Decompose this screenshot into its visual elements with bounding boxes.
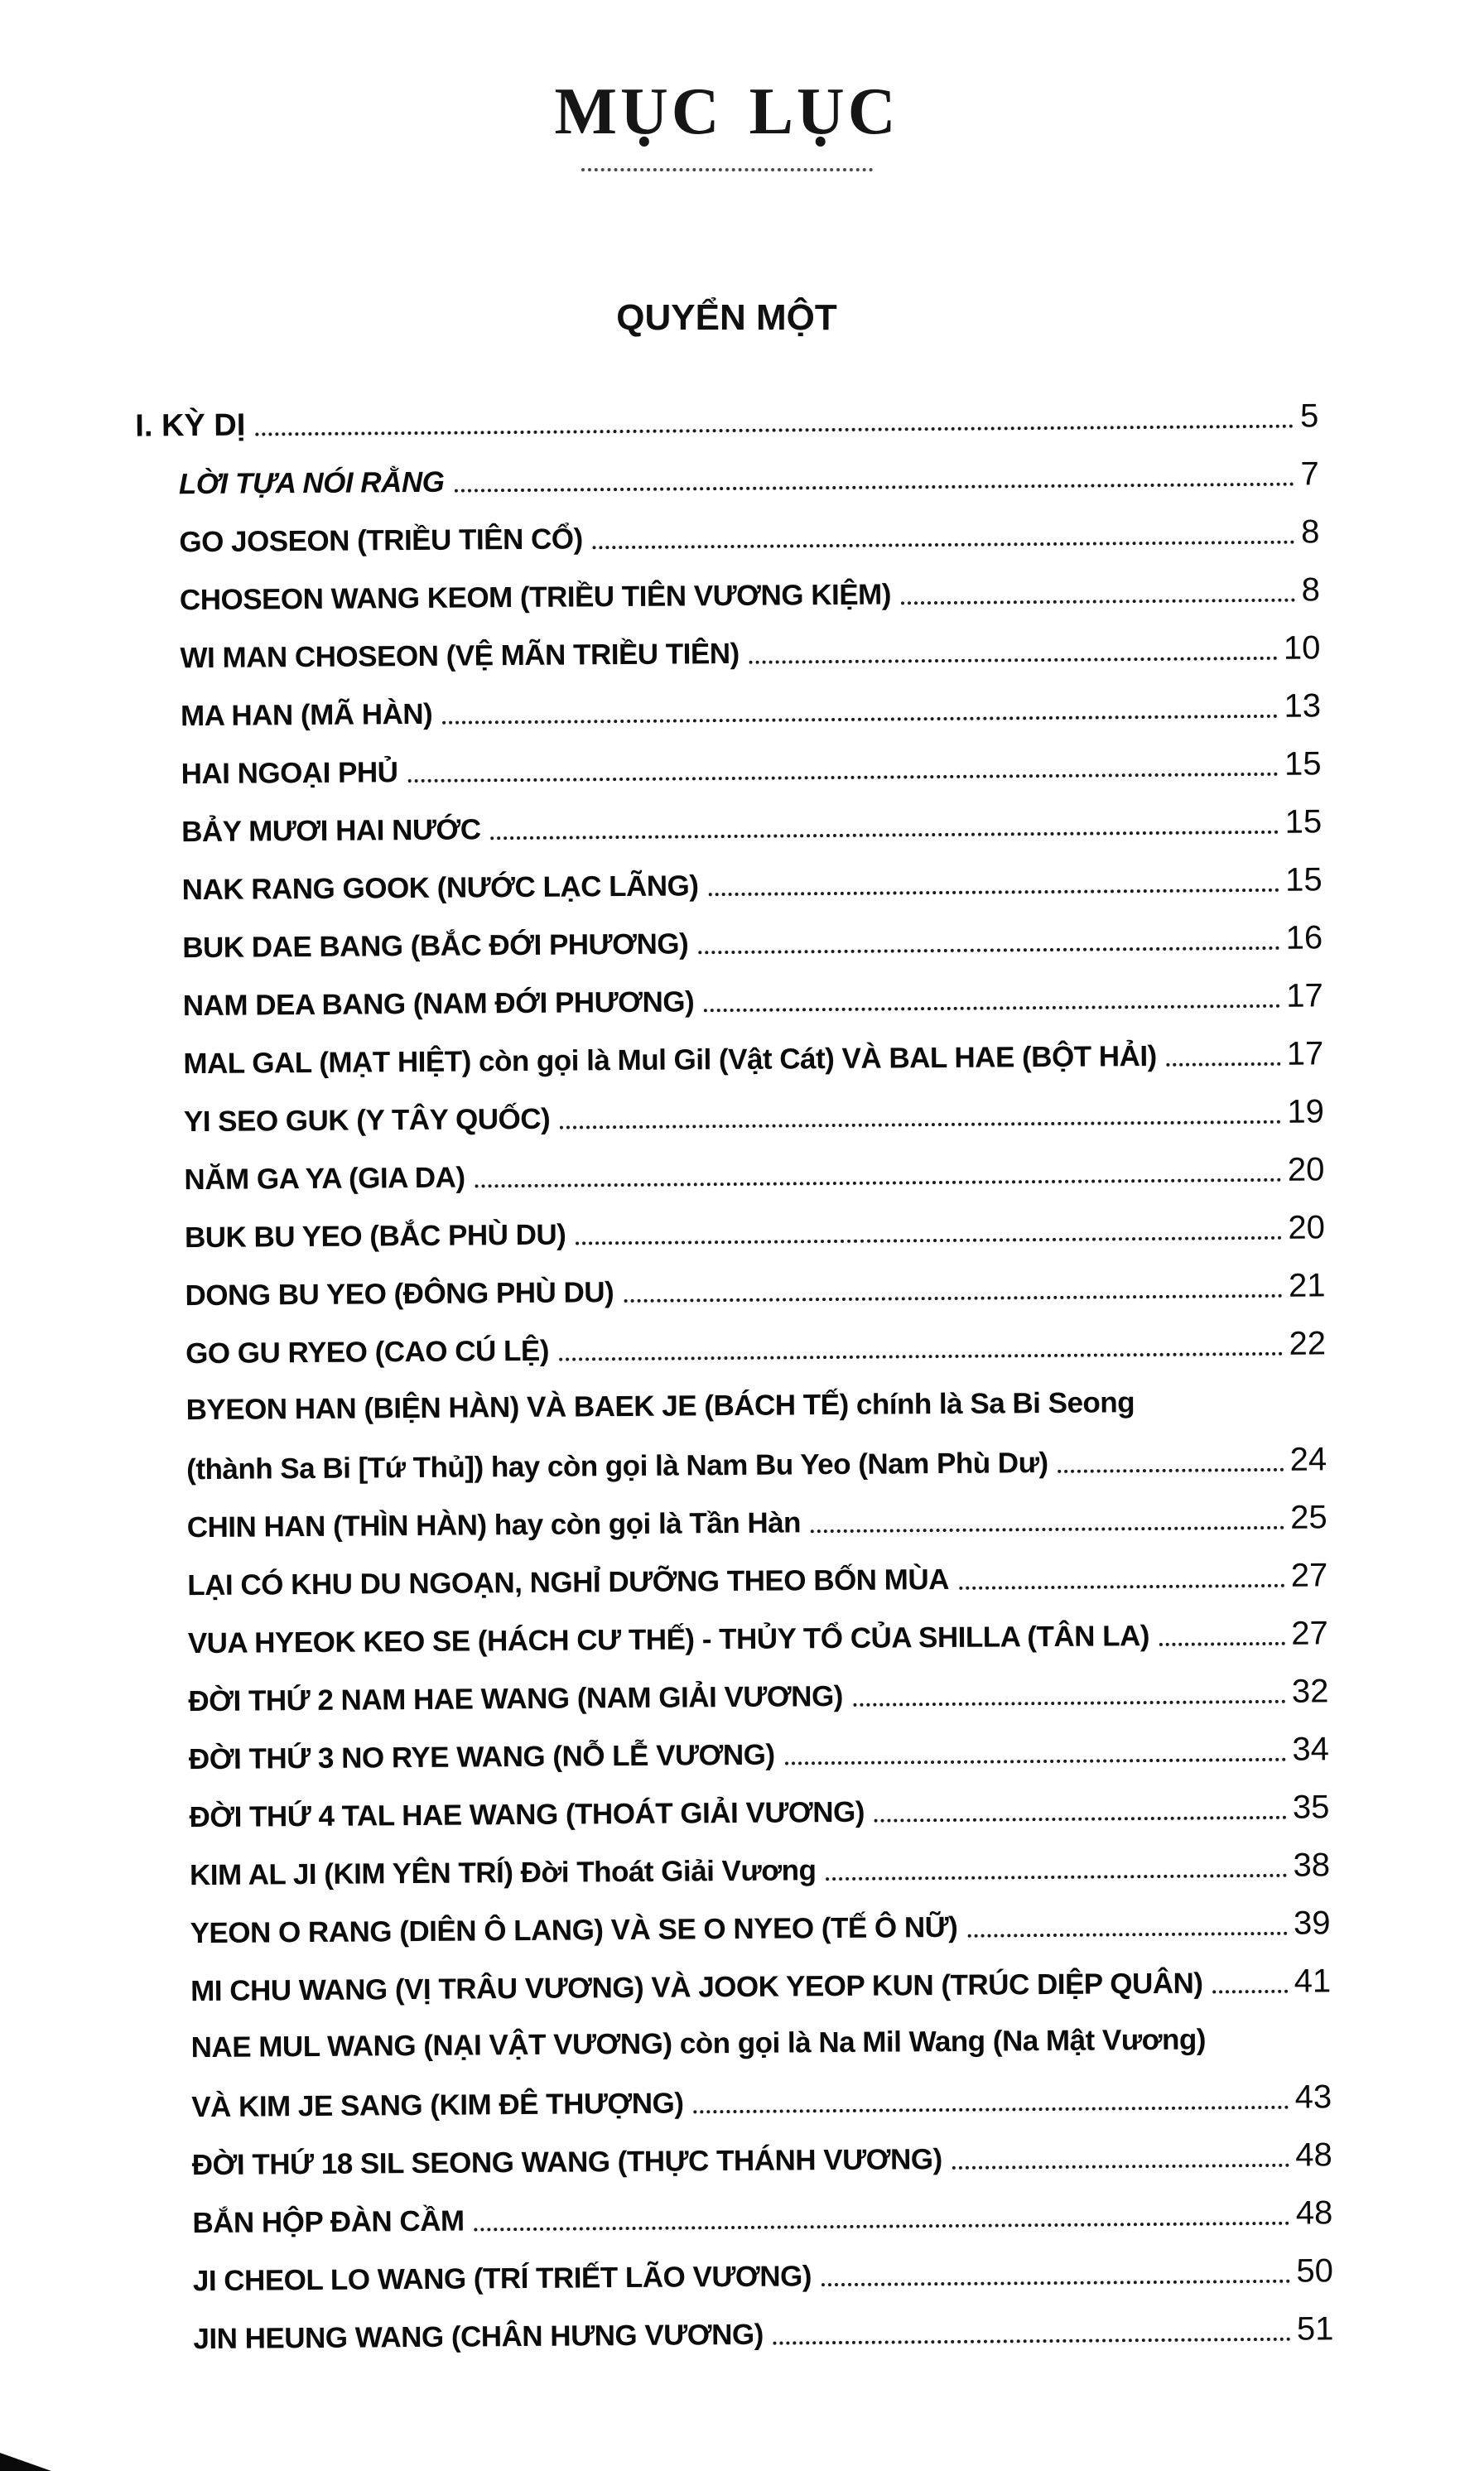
- page-curl-corner: [0, 2453, 51, 2471]
- dot-leader: [408, 773, 1279, 783]
- toc-entry-label: GO GU RYEO (CAO CÚ LỆ): [185, 1334, 550, 1370]
- toc-entry: [147, 1836, 1331, 1903]
- toc-entry-page: 25: [1290, 1499, 1327, 1536]
- toc-entry-label: JI CHEOL LO WANG (TRÍ TRIẾT LÃO VƯƠNG): [192, 2260, 812, 2298]
- dot-leader: [967, 1932, 1287, 1938]
- toc-entry-label: (thành Sa Bi [Tứ Thủ]) hay còn gọi là Nam Bu Yeo (Nam Phù Dư): [186, 1446, 1048, 1486]
- toc-entry-label: JIN HEUNG WANG (CHÂN HƯNG VƯƠNG): [193, 2318, 764, 2356]
- toc-entry-page: 39: [1293, 1905, 1331, 1942]
- toc-entry: [138, 792, 1323, 860]
- toc-entry-label: ĐỜI THỨ 2 NAM HAE WANG (NAM GIẢI VƯƠNG): [188, 1679, 844, 1718]
- toc-entry-page: 48: [1295, 2136, 1332, 2174]
- toc-entry: [147, 2010, 1332, 2077]
- toc-entry-page: 19: [1287, 1093, 1325, 1130]
- toc-entry-label: DONG BU YEO (ĐÔNG PHÙ DU): [185, 1276, 614, 1313]
- toc-entry: [139, 908, 1323, 975]
- toc-entry-label: ĐỜI THỨ 3 NO RYE WANG (NỖ LỄ VƯƠNG): [188, 1738, 775, 1776]
- toc-entry: [145, 1604, 1329, 1671]
- dot-leader: [749, 657, 1277, 664]
- toc-entry-label: BẮN HỘP ĐÀN CẦM: [192, 2204, 465, 2240]
- toc-entry: [136, 503, 1320, 570]
- dot-leader: [952, 2164, 1289, 2170]
- toc-entry-page: 15: [1284, 745, 1322, 783]
- toc-entry: [142, 1372, 1327, 1439]
- toc-entry: [143, 1430, 1327, 1497]
- toc-entry-label: LỜI TỰA NÓI RẰNG: [178, 465, 445, 501]
- toc-entry-page: 34: [1292, 1731, 1330, 1768]
- toc-entry-label: MAL GAL (MẠT HIỆT) còn gọi là Mul Gil (Vật Cát) VÀ BAL HAE (BỘT HẢI): [183, 1039, 1157, 1081]
- title-dotted-rule: [581, 168, 873, 171]
- toc-entry-label: I. KỲ DỊ: [135, 407, 246, 444]
- dot-leader: [693, 2106, 1288, 2114]
- toc-entry: [142, 1256, 1326, 1323]
- toc-entry-page: 21: [1288, 1267, 1326, 1304]
- dot-leader: [559, 1352, 1283, 1361]
- dot-leader: [822, 2280, 1289, 2286]
- toc-entry-page: 16: [1285, 919, 1323, 956]
- toc-entry: [150, 2242, 1334, 2309]
- toc-entry: [148, 2068, 1332, 2135]
- toc-entry-label: NĂM GA YA (GIA DA): [184, 1161, 465, 1197]
- toc-entry-label: MI CHU WANG (VỊ TRÂU VƯƠNG) VÀ JOOK YEOP KUN (TRÚC DIỆP QUÂN): [190, 1967, 1203, 2008]
- dot-leader: [624, 1294, 1282, 1303]
- toc-entry-page: 27: [1290, 1557, 1328, 1594]
- dot-leader: [959, 1584, 1284, 1590]
- toc-entry-page: 41: [1294, 1963, 1332, 2000]
- toc-entry: [137, 735, 1322, 802]
- toc-entry: [137, 677, 1322, 744]
- toc-entry: [149, 2126, 1333, 2193]
- toc-entry: [147, 1894, 1331, 1961]
- dot-leader: [475, 1178, 1281, 1188]
- toc-entry: [137, 561, 1321, 628]
- toc-entry-page: 8: [1300, 513, 1320, 551]
- toc-entry-page: 10: [1283, 629, 1321, 667]
- toc-entry: [145, 1662, 1329, 1729]
- dot-leader: [901, 599, 1295, 605]
- toc-entry-label: NAE MUL WANG (NẠI VẬT VƯƠNG) còn gọi là Na Mil Wang (Na Mật Vương): [190, 2023, 1207, 2064]
- toc-entry: [141, 1082, 1325, 1149]
- dot-leader: [1159, 1642, 1284, 1646]
- dot-leader: [491, 831, 1279, 840]
- toc-entry-label: KIM AL JI (KIM YÊN TRÍ) Đời Thoát Giải Vương: [189, 1854, 817, 1892]
- toc-entry-page: 35: [1292, 1789, 1330, 1826]
- toc-entry: [136, 445, 1320, 512]
- dot-leader: [811, 1526, 1284, 1533]
- dot-leader: [853, 1700, 1285, 1707]
- toc-entry-page: 51: [1296, 2310, 1334, 2348]
- toc-entry: [144, 1546, 1328, 1613]
- toc-entry-label: ĐỜI THỨ 4 TAL HAE WANG (THOÁT GIẢI VƯƠNG): [189, 1795, 865, 1834]
- toc-entry-label: BẢY MƯƠI HAI NƯỚC: [181, 813, 481, 849]
- toc-entry: [142, 1314, 1327, 1381]
- toc-entry: [140, 966, 1324, 1033]
- dot-leader: [255, 425, 1294, 436]
- dot-leader: [1213, 1990, 1288, 1994]
- toc-entry-page: 7: [1300, 455, 1319, 493]
- toc-entry: [143, 1488, 1327, 1555]
- toc-entry-label: MA HAN (MÃ HÀN): [180, 697, 433, 733]
- toc-entry-label: WI MAN CHOSEON (VỆ MÃN TRIỀU TIÊN): [180, 637, 740, 675]
- dot-leader: [709, 889, 1279, 896]
- toc-entry-label: VUA HYEOK KEO SE (HÁCH CƯ THẾ) - THỦY TỔ CỦA SHILLA (TÂN LA): [187, 1620, 1150, 1660]
- page-title: MỤC LỤC: [554, 75, 899, 148]
- toc-entry-page: 22: [1289, 1325, 1327, 1362]
- toc-entry-page: 15: [1284, 803, 1323, 841]
- dot-leader: [773, 2338, 1290, 2345]
- dot-leader: [475, 2222, 1289, 2232]
- toc-entry-page: 8: [1301, 571, 1321, 609]
- toc-entry-label: BUK BU YEO (BẮC PHÙ DU): [184, 1218, 566, 1255]
- toc-entry-page: 17: [1286, 1035, 1324, 1072]
- toc-entry-label: YI SEO GUK (Y TÂY QUỐC): [183, 1102, 551, 1139]
- dot-leader: [442, 715, 1277, 725]
- toc-entry-page: 13: [1284, 687, 1322, 725]
- toc-entry-page: 32: [1291, 1673, 1329, 1710]
- toc-entry-label: CHOSEON WANG KEOM (TRIỀU TIÊN VƯƠNG KIỆM): [179, 578, 892, 617]
- dot-leader: [874, 1816, 1286, 1823]
- toc-entry-label: ĐỜI THỨ 18 SIL SEONG WANG (THỰC THÁNH VƯƠNG): [191, 2143, 942, 2182]
- toc-entry: [135, 387, 1319, 454]
- toc-entry-label: CHIN HAN (THÌN HÀN) hay còn gọi là Tần Hàn: [186, 1506, 802, 1544]
- toc-entry: [142, 1198, 1326, 1265]
- toc-entry-label: NAK RANG GOOK (NƯỚC LẠC LÃNG): [181, 869, 699, 907]
- toc-entry-label: VÀ KIM JE SANG (KIM ĐÊ THƯỢNG): [191, 2087, 684, 2124]
- toc-entry-page: 5: [1299, 397, 1319, 435]
- toc-entry-label: NAM DEA BANG (NAM ĐỚI PHƯƠNG): [182, 985, 695, 1023]
- dot-leader: [454, 483, 1294, 493]
- volume-heading: QUYỂN MỘT: [616, 297, 837, 338]
- toc-entry-label: BUK DAE BANG (BẮC ĐỚI PHƯƠNG): [182, 927, 689, 965]
- toc-entry-page: 50: [1296, 2252, 1334, 2290]
- toc-entry: [150, 2300, 1334, 2367]
- toc-entry: [137, 619, 1321, 686]
- toc-entry-page: 43: [1294, 2078, 1332, 2116]
- toc-entry-page: 48: [1295, 2194, 1333, 2232]
- toc-entry-page: 27: [1291, 1615, 1328, 1652]
- dot-leader: [698, 946, 1279, 955]
- dot-leader: [785, 1758, 1286, 1765]
- toc-entry: [140, 1024, 1324, 1091]
- dot-leader: [826, 1874, 1286, 1881]
- dot-leader: [1058, 1468, 1284, 1473]
- toc-entry-label: GO JOSEON (TRIỀU TIÊN CỔ): [179, 523, 583, 559]
- toc-entry-label: LẠI CÓ KHU DU NGOẠN, NGHỈ DƯỠNG THEO BỐN MÙA: [187, 1563, 950, 1602]
- toc-entry-page: 20: [1288, 1209, 1326, 1246]
- toc-entry-page: 15: [1284, 861, 1323, 898]
- toc-entry: [138, 850, 1323, 918]
- dot-leader: [1167, 1062, 1280, 1067]
- toc-entry: [149, 2184, 1333, 2251]
- dot-leader: [576, 1236, 1281, 1245]
- dot-leader: [593, 541, 1294, 550]
- toc-entry-label: YEON O RANG (DIÊN Ô LANG) VÀ SE O NYEO (TẾ Ô NỮ): [190, 1910, 958, 1950]
- toc-entry: [146, 1778, 1330, 1845]
- dot-leader: [560, 1120, 1280, 1130]
- toc-entry-page: 24: [1289, 1441, 1327, 1478]
- toc-entry-page: 20: [1287, 1151, 1325, 1188]
- toc-entry: [146, 1720, 1330, 1787]
- toc-list: [135, 387, 1334, 2367]
- toc-entry-page: 17: [1286, 977, 1323, 1014]
- toc-entry: [141, 1140, 1325, 1207]
- toc-entry-page: 38: [1293, 1847, 1331, 1884]
- dot-leader: [704, 1004, 1279, 1012]
- toc-entry-label: HAI NGOẠI PHỦ: [181, 756, 398, 791]
- toc-entry-label: BYEON HAN (BIỆN HÀN) VÀ BAEK JE (BÁCH TẾ) chính là Sa Bi Seong: [186, 1386, 1135, 1427]
- toc-entry: [147, 1952, 1332, 2019]
